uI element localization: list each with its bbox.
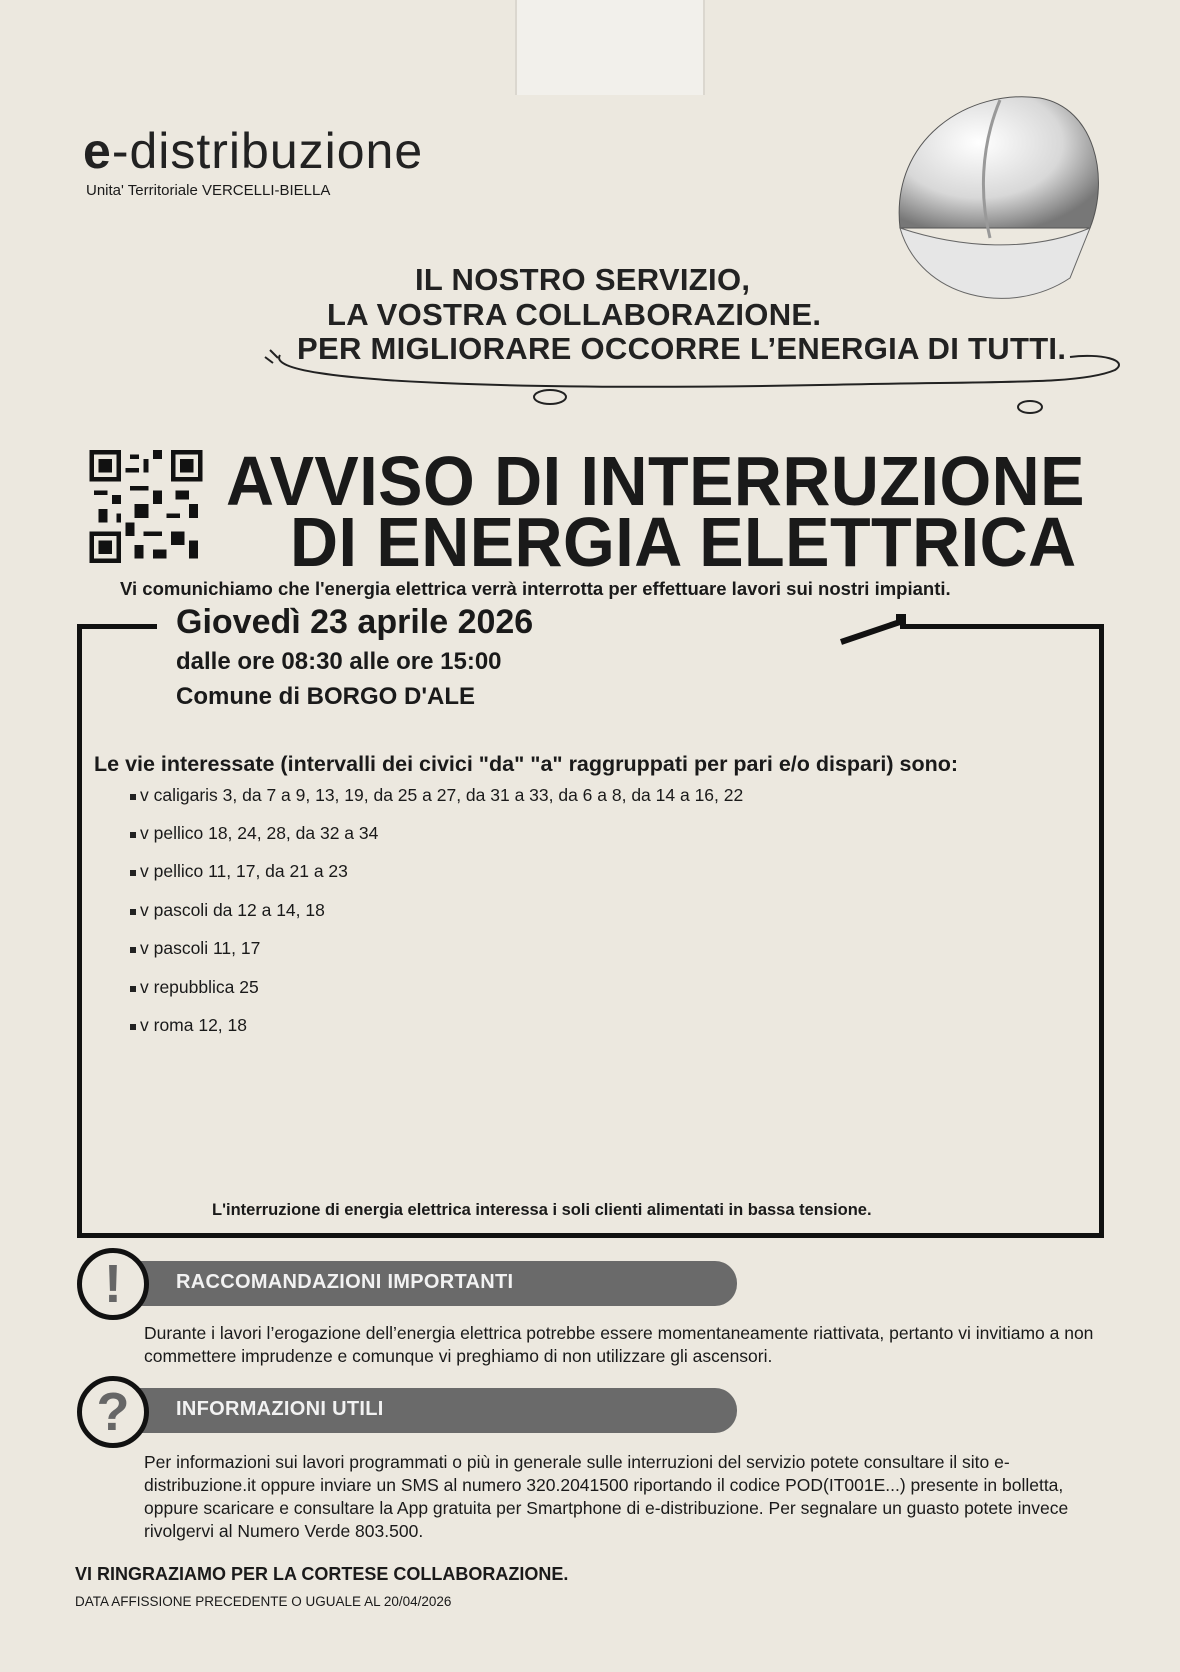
street-item: v repubblica 25 xyxy=(130,977,259,998)
logo-text: -distribuzione xyxy=(111,123,424,179)
info-heading: INFORMAZIONI UTILI xyxy=(107,1388,737,1433)
notice-box xyxy=(77,624,1104,1238)
streets-heading: Le vie interessate (intervalli dei civici "da" "a" raggruppati per pari e/o dispari) sono: xyxy=(94,752,958,776)
notice-title: DI ENERGIA ELETTRICA xyxy=(290,503,1077,581)
qr-code[interactable] xyxy=(87,450,205,563)
affix-date: DATA AFFISSIONE PRECEDENTE O UGUALE AL 20/04/2026 xyxy=(75,1594,452,1609)
logo-mark: e xyxy=(83,123,112,179)
logo xyxy=(83,122,423,180)
question-icon: ? xyxy=(77,1376,149,1448)
box-border xyxy=(900,624,1104,629)
interruption-date: Giovedì 23 aprile 2026 xyxy=(176,603,534,641)
street-item: v caligaris 3, da 7 a 9, 13, 19, da 25 a 27, da 31 a 33, da 6 a 8, da 14 a 16, 22 xyxy=(130,785,743,806)
territorial-unit: Unita' Territoriale VERCELLI-BIELLA xyxy=(86,182,331,199)
street-item: v pascoli da 12 a 14, 18 xyxy=(130,900,325,921)
slogan-line: PER MIGLIORARE OCCORRE L’ENERGIA DI TUTTI. xyxy=(297,331,1067,366)
municipality: Comune di BORGO D'ALE xyxy=(176,683,476,710)
recommendations-heading: RACCOMANDAZIONI IMPORTANTI xyxy=(107,1261,737,1306)
recommendations-text: Durante i lavori l’erogazione dell’energia elettrica potrebbe essere momentaneamente riattivata, pertanto vi invitiamo a non commettere imprudenze e comunque vi preghiamo di non utilizzare gli ascensori. xyxy=(144,1323,1094,1366)
street-item: v pellico 11, 17, da 21 a 23 xyxy=(130,861,348,882)
box-border xyxy=(77,624,157,629)
notice-title: AVVISO DI INTERRUZIONE xyxy=(226,442,1086,520)
power-cord-icon xyxy=(260,345,1130,415)
thanks-text: VI RINGRAZIAMO PER LA CORTESE COLLABORAZIONE. xyxy=(75,1564,569,1584)
street-item: v pellico 18, 24, 28, da 32 a 34 xyxy=(130,823,378,844)
helmet-icon xyxy=(880,78,1110,318)
slogan-line: IL NOSTRO SERVIZIO, xyxy=(415,262,751,297)
tape xyxy=(515,0,705,95)
interruption-time: dalle ore 08:30 alle ore 15:00 xyxy=(176,648,502,675)
low-voltage-note: L'interruzione di energia elettrica interessa i soli clienti alimentati in bassa tensione. xyxy=(212,1201,872,1219)
street-item: v roma 12, 18 xyxy=(130,1015,247,1036)
street-item: v pascoli 11, 17 xyxy=(130,938,260,959)
slogan-line: LA VOSTRA COLLABORAZIONE. xyxy=(327,297,822,332)
notice-subtitle: Vi comunichiamo che l'energia elettrica verrà interrotta per effettuare lavori sui nostri impianti. xyxy=(120,578,951,599)
info-text: Per informazioni sui lavori programmati o più in generale sulle interruzioni del servizio potete consultare il sito e-distribuzione.it oppure inviare un SMS al numero 320.2041500 riportando il codice POD(IT001E...) presente in bolletta, oppure scaricare e consultare la App gratuita per Smartphone di e-distribuzione. Per segnalare un guasto potete invece rivolgervi al Numero Verde 803.500. xyxy=(144,1452,1069,1541)
plug-icon xyxy=(838,612,908,646)
exclamation-icon: ! xyxy=(77,1248,149,1320)
